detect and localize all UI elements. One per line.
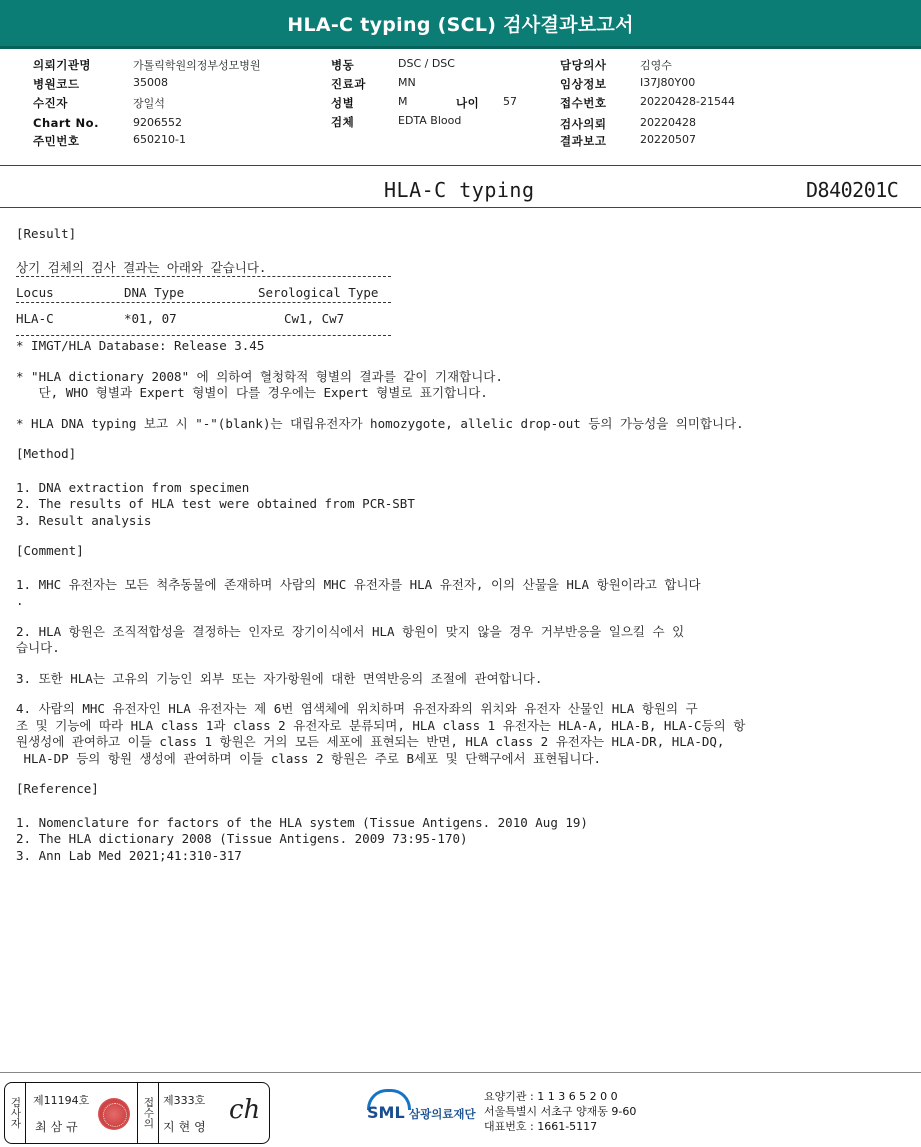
result-note: * HLA DNA typing 보고 시 "-"(blank)는 대립유전자가 homozygote, allelic drop-out 등의 가능성을 의미합니다.: [16, 415, 744, 431]
method-item: 3. Result analysis: [16, 512, 152, 528]
sml-logo: [367, 1089, 477, 1129]
info-label: 병원코드: [33, 77, 80, 91]
table-rule: [16, 335, 391, 336]
signer-license: 제333호: [163, 1094, 206, 1107]
result-note: * IMGT/HLA Database: Release 3.45: [16, 338, 265, 353]
comment-item: 2. HLA 항원은 조직적합성을 결정하는 인자로 장기이식에서 HLA 항원이 맞지 않을 경우 거부반응을 일으킬 수 있 습니다.: [16, 623, 685, 655]
info-label: 주민번호: [33, 134, 80, 148]
info-value: M: [398, 95, 408, 108]
info-label: 성별: [331, 96, 355, 110]
report-banner-title: HLA-C typing (SCL) 검사결과보고서: [0, 0, 921, 49]
info-value: I37J80Y00: [640, 76, 696, 89]
handwritten-signature-icon: ch: [229, 1095, 261, 1125]
contact-line: 대표번호 : 1661-5117: [484, 1120, 598, 1133]
info-label: Chart No.: [33, 116, 99, 130]
info-label: 검사의뢰: [560, 117, 607, 131]
test-code: D840201C: [806, 178, 899, 202]
title-divider: [0, 207, 921, 208]
method-item: 2. The results of HLA test were obtained from PCR-SBT: [16, 496, 415, 511]
info-value: 가톨릭학원의정부성모병원: [133, 59, 261, 72]
info-value: 20220507: [640, 133, 696, 146]
table-cell: *01, 07: [124, 310, 177, 326]
result-heading: [Result]: [16, 226, 77, 241]
info-label: 나이: [456, 96, 480, 110]
comment-item: 3. 또한 HLA는 고유의 기능인 외부 또는 자가항원에 대한 면역반응의 조절에 관여합니다.: [16, 670, 543, 686]
table-rule: [16, 302, 391, 303]
method-heading: [Method]: [16, 446, 77, 461]
signer-name: 지현영: [163, 1120, 210, 1134]
info-label: 진료과: [331, 77, 366, 91]
info-label: 담당의사: [560, 58, 607, 72]
info-value: 20220428-21544: [640, 95, 735, 108]
info-value: 장일석: [133, 97, 165, 110]
info-label: 병동: [331, 58, 355, 72]
report-footer: [0, 1072, 921, 1147]
header-divider: [0, 165, 921, 166]
signer-name: 최삼규: [35, 1120, 82, 1134]
table-cell: Cw1, Cw7: [284, 310, 345, 326]
seal-ring-icon: [103, 1103, 127, 1127]
info-value: 20220428: [640, 116, 696, 129]
patient-info-block: [0, 56, 921, 156]
sml-logo-text: SML: [367, 1103, 405, 1122]
table-rule: [16, 276, 391, 277]
info-value: 650210-1: [133, 133, 186, 146]
contact-line: 요양기관 : 1 1 3 6 5 2 0 0: [484, 1090, 618, 1103]
test-title: HLA-C typing: [384, 178, 535, 202]
sml-org-name: 삼광의료재단: [409, 1107, 476, 1121]
info-value: 35008: [133, 76, 168, 89]
report-body: [16, 226, 911, 864]
info-label: 수진자: [33, 96, 68, 110]
org-contact: [484, 1089, 636, 1134]
result-note: * "HLA dictionary 2008" 에 의하여 혈청학적 형별의 결과를 같이 기재합니다. 단, WHO 형별과 Expert 형별이 다를 경우에는 Expert 형별로 표기합니다.: [16, 368, 503, 400]
table-header-cell: Locus: [16, 285, 54, 300]
signature-box: [4, 1082, 270, 1144]
comment-item: 1. MHC 유전자는 모든 척추동물에 존재하며 사람의 MHC 유전자를 HLA 유전자, 이의 산물을 HLA 항원이라고 합니다 .: [16, 576, 701, 608]
comment-item: 4. 사람의 MHC 유전자인 HLA 유전자는 제 6번 염색체에 위치하며 유전자좌의 위치와 유전자 산물인 HLA 항원의 구 조 및 기능에 따라 HLA class 1과 class 2 유전자로 분류되며, HLA class 1 유전자는 HLA-A, HLA-B, HLA-C등의 항 원생성에 관여하고 이들 class 1 항원은 거의 모든 세포에 표현되는 반면, HLA class 2 유전자는 HLA-DR, HLA-DQ, HLA-DP 등의 항원 생성에 관여하며 이들 class 2 항원은 주로 B세포 및 단핵구에서 표현됩니다.: [16, 701, 746, 766]
info-label: 접수번호: [560, 96, 607, 110]
result-table-row: [16, 311, 911, 328]
info-label: 임상정보: [560, 77, 607, 91]
result-intro: 상기 검체의 검사 결과는 아래와 같습니다.: [16, 259, 267, 275]
test-title-row: [0, 173, 921, 207]
signer-role: 접수의: [137, 1083, 159, 1143]
info-value: 57: [503, 95, 517, 108]
reference-heading: [Reference]: [16, 781, 99, 796]
method-item: 1. DNA extraction from specimen: [16, 479, 250, 495]
info-value: 9206552: [133, 116, 182, 129]
table-header-cell: Serological Type: [258, 285, 379, 300]
table-header-cell: DNA Type: [124, 285, 185, 300]
reference-item: 3. Ann Lab Med 2021;41:310-317: [16, 847, 242, 863]
reference-item: 1. Nomenclature for factors of the HLA system (Tissue Antigens. 2010 Aug 19): [16, 814, 588, 830]
info-label: 검체: [331, 115, 355, 129]
info-value: DSC / DSC: [398, 57, 455, 70]
signer-role: 검사자: [5, 1083, 26, 1143]
info-value: EDTA Blood: [398, 114, 462, 127]
table-cell: HLA-C: [16, 310, 54, 326]
comment-heading: [Comment]: [16, 543, 84, 558]
info-value: 김영수: [640, 59, 672, 72]
info-label: 의뢰기관명: [33, 58, 92, 72]
reference-item: 2. The HLA dictionary 2008 (Tissue Antigens. 2009 73:95-170): [16, 831, 468, 846]
contact-line: 서울특별시 서초구 양재동 9-60: [484, 1105, 637, 1118]
info-value: MN: [398, 76, 416, 89]
info-label: 결과보고: [560, 134, 607, 148]
result-table-header: [16, 285, 911, 302]
signer-license: 제11194호: [33, 1094, 90, 1107]
